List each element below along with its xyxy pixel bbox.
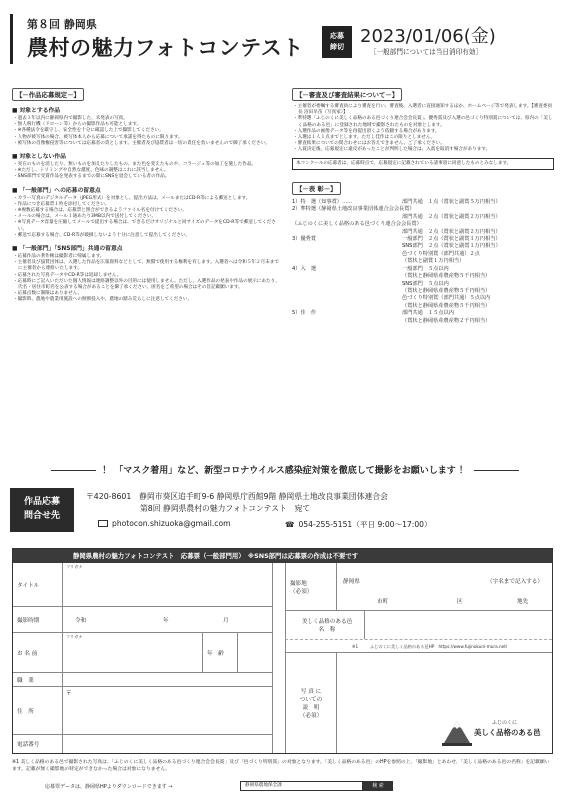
award-detail: SNS部門 ５点以内 xyxy=(402,280,449,287)
award-name: 5）佳 作 xyxy=(292,310,317,317)
list-item: ・ 応募された写真データやCD-R等は返却しません。 xyxy=(12,273,280,279)
description-label-3: 説 明 xyxy=(302,705,320,711)
award-detail: （賞状と静岡県産農産物５千円相当） xyxy=(402,302,491,309)
zip-mark: 〒 xyxy=(66,691,72,697)
list-item: ・ 被写体の肖像権侵害等については応募者の責とします。主催者及び協賛者は一切の責任を負いませんので御了承ください。 xyxy=(12,141,280,147)
list-item: ・ 応募点数に制限はありません。 xyxy=(12,291,280,297)
award-detail: 一般部門 ５点以内 xyxy=(402,265,449,272)
description-label xyxy=(285,653,337,753)
award-name xyxy=(292,281,402,288)
description-label-4: （必須） xyxy=(299,713,323,719)
award-row xyxy=(292,221,554,228)
list-item: ・ ※各種法令を厳守し、安全性を十分に確認した上で撮影してください。 xyxy=(12,128,280,134)
award-row xyxy=(292,243,554,250)
contact-label-2: 問合せ先 xyxy=(23,511,60,521)
description-label-2: ついての xyxy=(299,697,323,703)
list-item: ・ 入選作品の画像データ等を再提出頂くよう依頼する場合があります。 xyxy=(292,129,554,135)
award-detail: 一般部門 ２点（賞状と副賞１万円相当） xyxy=(402,236,501,243)
date-field[interactable] xyxy=(63,607,273,633)
date-era: 令和 xyxy=(75,618,87,624)
address-label: 住 所 xyxy=(13,687,63,735)
contact-tel-row xyxy=(285,519,432,530)
list-item: ・ 実在のものを消したり、無いものを加えたりしたもの、また色を変えたものや、コラージュ等の加工を施した作品。 xyxy=(12,162,280,168)
logo-small-text: ふじのくに xyxy=(492,720,518,726)
page-title: 農村の魅力フォトコンテスト xyxy=(27,35,304,60)
award-detail: 部門共通 １５点以内 xyxy=(402,310,454,317)
award-name xyxy=(292,229,402,236)
village-label-1: 美しく品格のある邑 xyxy=(301,619,353,625)
village-field[interactable] xyxy=(365,611,552,639)
description-field[interactable] xyxy=(337,653,552,753)
tel-label: 電話番号 xyxy=(13,735,63,753)
award-detail: （賞状と静岡県産農産物５千円相当） xyxy=(402,273,491,280)
award-row xyxy=(292,281,554,288)
title-label: タイトル xyxy=(13,563,63,607)
excluded-list xyxy=(12,162,280,181)
place-hint: （字名まで記入する） xyxy=(487,579,543,585)
award-name: （ふじのくに美しく品格のある邑づくり連合会会長賞） xyxy=(292,221,422,228)
award-name xyxy=(292,251,402,258)
award-row xyxy=(292,266,554,273)
footnote-mark: ※1 xyxy=(12,760,20,765)
review-column xyxy=(292,82,554,325)
description-label-1: 写 真 に xyxy=(300,689,322,695)
awards-heading: 【－表 彰－】 xyxy=(292,182,341,195)
award-row xyxy=(292,206,554,213)
list-item: ・ 応募時にご記入いただいた個人情報は連絡調整以外の目的には使用しません。ただし、入選作品の発表や作品の展示にあたり、氏名・居住市町名を公表する場合があることを御了承ください。匿名をご希望の場合はその旨記載願います。 xyxy=(12,279,280,291)
list-item: ・ 応募作品の著作権は撮影者に帰属します。 xyxy=(12,254,280,260)
search-box[interactable]: 静岡県農地保全課 xyxy=(240,781,363,791)
contact-label-1: 作品応募 xyxy=(23,497,60,507)
place-unit-ward: 区 xyxy=(457,599,463,605)
address-field[interactable] xyxy=(63,687,273,735)
divider xyxy=(474,470,519,471)
logo-main-text: 美しく品格のある邑 xyxy=(474,728,541,737)
title-field[interactable] xyxy=(63,563,273,607)
age-label: 年 齢 xyxy=(203,633,238,673)
contest-edition: 第８回 静岡県 xyxy=(27,18,97,31)
contact-tel: 054-255-5151（平日 9:00〜17:00） xyxy=(298,520,432,529)
job-field[interactable] xyxy=(63,673,273,687)
village-label-2: 名 称 xyxy=(318,627,336,633)
award-detail: 部門共通 ２点（賞状と副賞２万円相当） xyxy=(402,228,501,235)
award-detail: （賞状と静岡県産農産物２千円相当） xyxy=(402,317,491,324)
village-note-row xyxy=(285,639,552,653)
list-item: ・ 主催者が委嘱する審査員により審査を行い、審査後、入選者に直接通知するほか、ホームページ等で発表します。【審査委員長 沼田早苗（写真家）】 xyxy=(292,104,554,116)
mask-message: 「マスク着用」など、新型コロナウイルス感染症対策を徹底して撮影をお願いします xyxy=(114,466,456,476)
place-label-1: 撮影地 xyxy=(290,580,307,587)
list-item: ・ 主催者及び協賛団体は、入選した作品を広報資料などとして、無償で使用する権利を有します。入選者へは令和５年２月末までに主催者から連絡いたします。 xyxy=(12,260,280,272)
mountain-icon xyxy=(442,717,472,747)
furigana-label: フリガナ xyxy=(66,564,83,569)
village-note-mark: ※1 xyxy=(352,644,359,649)
list-item: ・ ※写真データ容量を圧縮してメールで提出する場合は、できるだけオリジナルと同サイズのデータをCD-R等で郵送してください。 xyxy=(12,220,280,232)
phone-icon: ☎ xyxy=(285,520,295,529)
rules-heading: 【－作品応募規定－】 xyxy=(12,88,84,101)
rules-column xyxy=(12,82,280,304)
footnote xyxy=(12,760,553,773)
footnote-text: 美しく品格のある邑で撮影された写真は、「ふじのくに美しく品格のある邑づくり連合会会長賞」及び「邑づくり特別賞」の対象となります。「美しく品格のある邑」のHPを参照の上、「撮影地」とあわせ、「美しく品格のある邑の名称」を記載願います。記載が無く撮影地の特定ができなかった場合は対象になりません。 xyxy=(12,760,550,772)
list-item: ・ 人物が被写体の場合、被写体本人から応募について承諾を得たものに限ります。 xyxy=(12,135,280,141)
header-bar xyxy=(10,14,13,64)
award-name: 3）優秀賞 xyxy=(292,236,317,243)
mail-icon xyxy=(98,520,108,527)
section-general: ■ 「一般部門」への応募の留意点 xyxy=(12,185,280,194)
place-unit-lot: 地先 xyxy=(517,599,529,605)
award-name xyxy=(292,288,402,295)
contact-email-row xyxy=(98,519,231,528)
award-row xyxy=(292,310,554,317)
award-name xyxy=(292,273,402,280)
award-detail: SNS部門 ２点（賞状と副賞１万円相当） xyxy=(402,243,501,250)
list-item: ・ 無人飛行機（ドローン等）からの撮影作品も可能とします。 xyxy=(12,122,280,128)
tel-field[interactable] xyxy=(63,735,273,753)
awards-list xyxy=(292,199,554,325)
age-field[interactable] xyxy=(238,633,273,673)
list-item: ・ 過去３年以内に静岡県内で撮影した、未発表の写真。 xyxy=(12,116,280,122)
contact-org: 第8回 静岡県農村の魅力フォトコンテスト 宛て xyxy=(140,504,311,513)
list-item: ・ 撮影時、農地や農業用施設への無断侵入や、農地の踏み荒らしに注意してください。 xyxy=(12,297,280,303)
section-target: ■ 対象とする作品 xyxy=(12,105,280,114)
deadline-label-1: 応募 xyxy=(330,32,344,40)
agreement-note: 本コンクールの応募者は、応募時点で、応募規定に記載されている諸事項に同意したものとみなします。 xyxy=(292,158,554,170)
name-label: お 名 前 xyxy=(13,633,63,673)
award-detail: （賞状と副賞１万円相当） xyxy=(402,258,465,265)
date-label: 撮影時期 xyxy=(13,607,63,633)
list-item: ・ 作品につき応募票１枚を添付してください。 xyxy=(12,202,280,208)
award-name: 1）特 選（知事賞）…… xyxy=(292,199,353,206)
section-excluded: ■ 対象としない作品 xyxy=(12,151,280,160)
award-detail: 部門共通 ２点（賞状と副賞２万円相当） xyxy=(402,213,501,220)
award-name xyxy=(292,258,402,265)
list-item: ・ 郵送で応募する場合、CD-R等が破損しないよう十分に注意して提出してください。 xyxy=(12,233,280,239)
contact-email[interactable]: photocon.shizuoka@gmail.com xyxy=(112,519,231,528)
contact-address: 〒420-8601 静岡市葵区追手町9-6 静岡県庁西館9階 静岡県土地改良事業団体連合会 xyxy=(86,492,388,501)
section-common: ■ 「一般部門」「SNS部門」共通の留意点 xyxy=(12,243,280,252)
deadline-note: ［一般部門については当日消印有効］ xyxy=(370,48,482,56)
award-name xyxy=(292,295,402,302)
entry-form xyxy=(12,548,553,754)
award-name xyxy=(292,318,402,325)
award-name: 2）準特選（静岡県土地改良事業団体連合会会長賞） xyxy=(292,206,415,213)
deadline-badge xyxy=(322,26,352,58)
place-field[interactable] xyxy=(337,563,552,611)
award-row xyxy=(292,258,554,265)
download-text: 応募票データは、静岡県HPよりダウンロードできます xyxy=(45,784,167,790)
arrow-right-icon: → xyxy=(168,784,173,790)
search-button[interactable]: 検 索 xyxy=(363,781,393,791)
deadline-date: 2023/01/06(金) xyxy=(360,26,496,47)
award-row xyxy=(292,273,554,280)
place-label xyxy=(285,563,337,611)
award-detail: 邑づくり特別賞（部門共通）５点以内 xyxy=(402,295,491,302)
place-unit-city: 市町 xyxy=(377,599,389,605)
mask-banner xyxy=(40,463,530,476)
award-name xyxy=(292,303,402,310)
date-year: 年 xyxy=(163,618,169,624)
list-item: ・ ※複数応募する場合は、応募票と照合ができるようファイル名を付けてください。 xyxy=(12,208,280,214)
divider xyxy=(51,470,96,471)
exclamation-icon: ！ xyxy=(102,466,112,476)
award-row xyxy=(292,303,554,310)
list-item: ・ ※ただし、トリミングや自然な濃度、色味の調整はこれに該当しません。 xyxy=(12,168,280,174)
place-label-2: （必須） xyxy=(290,588,313,595)
village-label xyxy=(285,611,365,639)
list-item: ・ メールの場合は、メール１通あたり3MB以内で送付してください。 xyxy=(12,214,280,220)
award-row xyxy=(292,295,554,302)
list-item: ・ 審査結果についての問合わせにはお答えできません。ご了承ください。 xyxy=(292,141,554,147)
award-detail: 部門共通 １点（賞状と副賞５万円相当） xyxy=(402,199,501,206)
award-row xyxy=(292,229,554,236)
deadline-label-2: 締切 xyxy=(330,43,344,51)
award-row xyxy=(292,318,554,325)
place-prefecture: 静岡県 xyxy=(343,579,360,585)
form-header: 静岡県農村の魅力フォトコンテスト 応募票（一般部門用） ※SNS部門は応募票の作成は不要です xyxy=(13,549,552,563)
village-logo xyxy=(442,711,548,749)
contact-label xyxy=(10,488,74,532)
date-month: 月 xyxy=(223,618,229,624)
award-name: 4）入 選 xyxy=(292,265,317,272)
exclamation-icon: ！ xyxy=(458,466,468,476)
target-list xyxy=(12,116,280,147)
award-name xyxy=(292,243,402,250)
village-note[interactable]: ふじのくに美しく品格のある邑HP https://www.fujinokuni-mura.net/ xyxy=(370,644,508,649)
list-item: ・ 入選は１人１点までとします。ただし佳作はこの限りとしません。 xyxy=(292,135,554,141)
list-item: ・ カラー写真のデジタルデータ（JPEG形式）を対象とし、提出方法は、メールまたはCD-R等による郵送とします。 xyxy=(12,196,280,202)
common-list xyxy=(12,254,280,304)
list-item: ・ SNS部門で受賞作品を発表するまでの間にSNSを退会している者の作品。 xyxy=(12,174,280,180)
list-item: ・ 入賞決定後、応募規定に違反があったことが判明した場合は、入賞を取消す場合があります。 xyxy=(292,147,554,153)
job-label: 職 業 xyxy=(13,673,63,687)
award-detail: 邑づくり特別賞（部門共通）２点 xyxy=(402,250,480,257)
download-note xyxy=(45,783,173,790)
furigana-label: フリガナ xyxy=(66,634,83,639)
review-heading: 【－審査及び審査結果について－】 xyxy=(292,88,402,101)
list-item: ・ 準特選「ふじのくに美しく品格のある邑づくり連合会会長賞」、優秀賞及び入選の邑づくり特別賞については、県内の「美しく品格のある邑」に登録された地域で撮影されたものを対象とします。 xyxy=(292,116,554,128)
award-detail: （賞状と静岡県産農産物５千円相当） xyxy=(402,287,491,294)
general-list xyxy=(12,196,280,239)
name-field[interactable] xyxy=(63,633,203,673)
review-list xyxy=(292,104,554,154)
